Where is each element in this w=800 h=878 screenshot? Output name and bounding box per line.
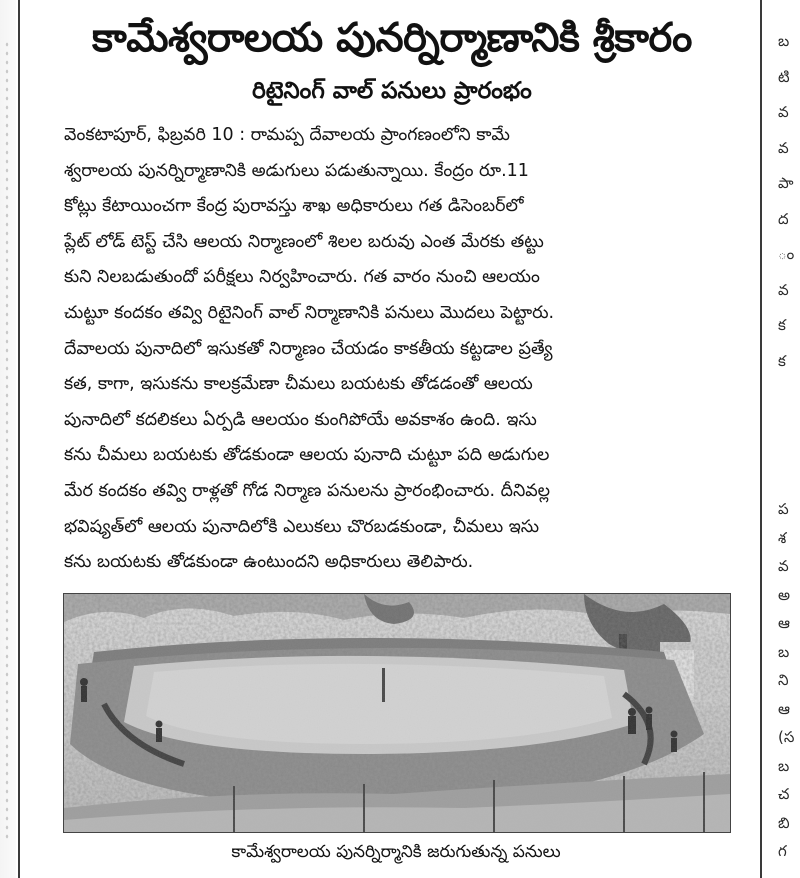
article-body-line: కను బయటకు తోడకుండా ఉంటుందని అధికారులు తెలిపారు. <box>64 552 474 573</box>
article-headline: కామేశ్వరాలయ పునర్నిర్మాణానికి శ్రీకారం <box>92 15 692 61</box>
article-body-line: వెంకటాపూర్, ఫిబ్రవరి 10 : రామప్ప దేవాలయ ప్రాంగణంలోని కామే <box>64 125 510 145</box>
adjacent-column-glyph: టి <box>778 67 790 86</box>
article-body-line: చుట్టూ కందకం తవ్వి రిటైనింగ్‌ వాల్‌ నిర్మాణానికి పనులు మొదలు పెట్టారు. <box>64 302 555 323</box>
adjacent-column-glyph: శ <box>778 528 787 547</box>
article-body-line: కోట్లు కేటాయించగా కేంద్ర పురావస్తు శాఖ అధికారులు గత డిసెంబర్‌లో <box>64 196 524 217</box>
adjacent-column-glyph: వ <box>778 557 789 575</box>
adjacent-column-glyph: చ <box>778 785 790 803</box>
adjacent-column-glyph: వ <box>778 280 789 299</box>
adjacent-column-glyph: బ <box>778 756 790 775</box>
article-body-line: భవిష్యత్‌లో ఆలయ పునాదిలోకి ఎలుకలు చొరబడకుండా, చీమలు ఇసు <box>64 516 540 537</box>
article-body-line: మేర కందకం తవ్వి రాళ్లతో గోడ నిర్మాణ పనులను ప్రారంభించారు. దీనివల్ల <box>64 480 551 501</box>
article-body-line: పునాదిలో కదలికలు ఏర్పడి ఆలయం కుంగిపోయే అవకాశం ఉంది. ఇసు <box>64 409 537 430</box>
article-body-line: ప్లేట్‌ లోడ్‌ టెస్ట్‌ చేసి ఆలయ నిర్మాణంలో శిలల బరువు ఎంత మేరకు తట్టు <box>64 231 544 252</box>
adjacent-text-residue <box>4 40 10 840</box>
photo-caption: కామేశ్వరాలయ పునర్నిర్మానికి జరుగుతున్న పనులు <box>231 842 561 862</box>
article-photo <box>63 593 731 833</box>
adjacent-column-glyph: క <box>778 351 786 370</box>
adjacent-column-glyph: ప <box>778 500 789 518</box>
adjacent-column-glyph: ఆ <box>778 614 790 632</box>
adjacent-page-edge <box>0 0 16 878</box>
excavation-site-image <box>64 594 730 832</box>
adjacent-column-fragment <box>772 0 800 878</box>
adjacent-column-glyph: వ <box>778 103 789 121</box>
article-body-line: కను చీమలు బయటకు తోడకుండా ఆలయ పునాది చుట్టూ పది అడుగుల <box>64 445 550 466</box>
adjacent-column-glyph: (స <box>778 728 795 746</box>
article-body-line: దేవాలయ పునాదిలో ఇసుకతో నిర్మాణం చేయడం కాకతీయ కట్టడాల ప్రత్యే <box>64 338 553 359</box>
article-subheadline: రిటైనింగ్‌ వాల్‌ పనులు ప్రారంభం <box>252 78 532 104</box>
article-body-line: కత, కాగా, ఇసుకను కాలక్రమేణా చీమలు బయటకు తోడడంతో ఆలయ <box>64 374 533 395</box>
adjacent-column-glyph: అ <box>778 585 791 604</box>
adjacent-column-glyph: బ <box>778 32 790 50</box>
adjacent-column-glyph: ఆ <box>778 699 790 718</box>
article-body-line: కుని నిలబడుతుందో పరీక్షలు నిర్వహించారు. గత వారం నుంచి ఆలయం <box>64 267 540 288</box>
adjacent-column-glyph: ద <box>778 209 789 228</box>
article-body <box>64 118 754 581</box>
adjacent-column-glyph: బ <box>778 642 790 661</box>
article-body-line: శ్వరాలయ పునర్నిర్మాణానికి అడుగులు పడుతున్నాయి. కేంద్రం రూ.11 <box>64 160 529 181</box>
adjacent-column-glyph: పా <box>778 174 794 192</box>
adjacent-column-glyph: వ <box>778 138 789 157</box>
column-rule-right <box>760 0 762 878</box>
adjacent-column-glyph: క <box>778 316 786 334</box>
column-rule-left <box>18 0 20 878</box>
adjacent-column-glyph: బి <box>778 813 790 832</box>
adjacent-column-glyph: ం <box>778 245 795 263</box>
adjacent-column-glyph: గ <box>778 842 787 860</box>
adjacent-column-glyph: ని <box>778 671 789 689</box>
